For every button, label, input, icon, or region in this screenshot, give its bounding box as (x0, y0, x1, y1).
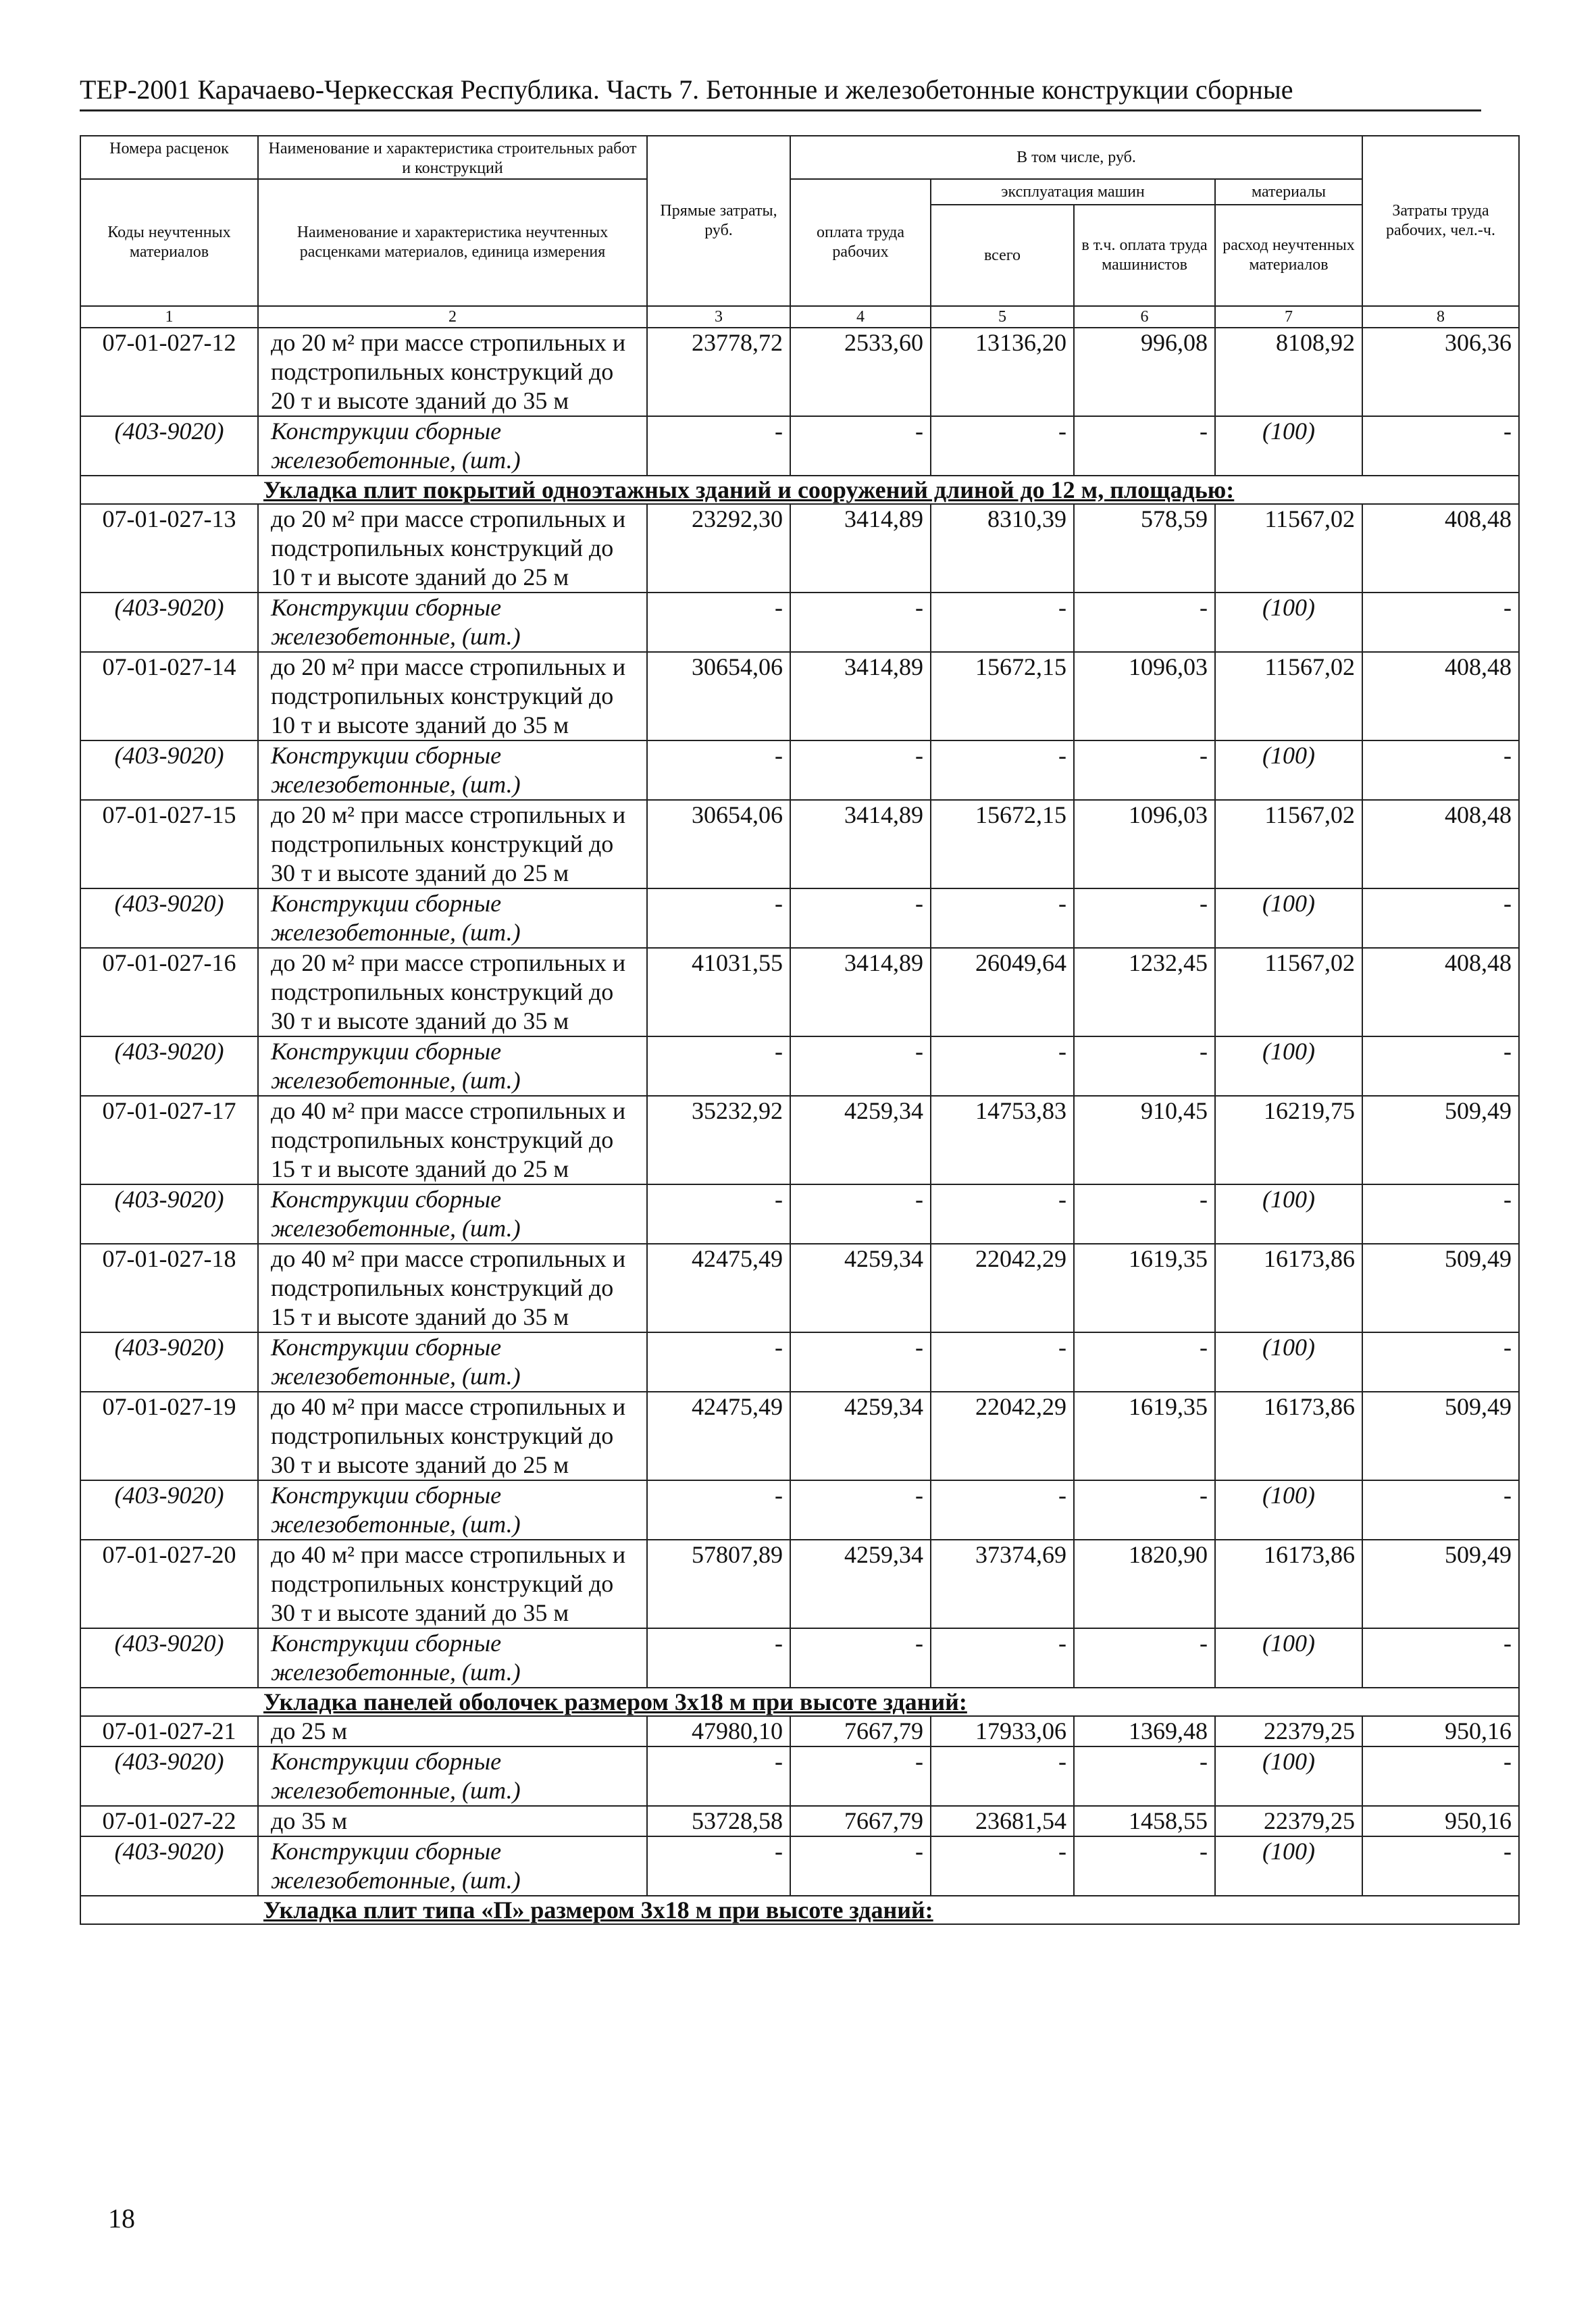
material-row (80, 416, 1519, 476)
table-row (80, 1716, 1519, 1746)
wages-value: 4259,34 (790, 1244, 931, 1332)
dash: - (647, 1746, 790, 1806)
materials-value: 11567,02 (1215, 652, 1362, 740)
header-col2-bottom: Наименование и характеристика неучтенных расценками материалов, единица измерения (258, 179, 647, 306)
machinists-wages-value: 1820,90 (1074, 1540, 1215, 1628)
dash: - (1074, 1184, 1215, 1244)
dash: - (931, 593, 1074, 652)
column-number: 4 (790, 306, 931, 328)
material-quantity: (100) (1215, 1036, 1362, 1096)
material-code: (403-9020) (80, 888, 258, 948)
material-quantity: (100) (1215, 416, 1362, 476)
table-row (80, 1540, 1519, 1628)
dash: - (1074, 740, 1215, 800)
dash: - (790, 1628, 931, 1688)
rate-description: до 40 м² при массе стропильных и подстропильных конструкций до 15 т и высоте зданий до 25 м (258, 1096, 647, 1184)
machines-total-value: 22042,29 (931, 1244, 1074, 1332)
material-code: (403-9020) (80, 1628, 258, 1688)
dash: - (1074, 1836, 1215, 1896)
material-code: (403-9020) (80, 593, 258, 652)
rate-description: до 25 м (258, 1716, 647, 1746)
labor-costs-value: 509,49 (1362, 1392, 1519, 1480)
section-row (80, 476, 1519, 504)
dash: - (1074, 1332, 1215, 1392)
material-description: Конструкции сборные железобетонные, (шт.) (258, 1746, 647, 1806)
labor-costs-value: 950,16 (1362, 1716, 1519, 1746)
material-description: Конструкции сборные железобетонные, (шт.) (258, 1036, 647, 1096)
header-col1-bottom: Коды неучтенных материалов (80, 179, 258, 306)
column-number: 5 (931, 306, 1074, 328)
dash: - (931, 1746, 1074, 1806)
header-col1-top: Номера расценок (80, 136, 258, 179)
dash: - (1074, 888, 1215, 948)
section-row (80, 1688, 1519, 1716)
dash: - (1362, 593, 1519, 652)
material-code: (403-9020) (80, 1184, 258, 1244)
material-code: (403-9020) (80, 1332, 258, 1392)
material-code: (403-9020) (80, 1036, 258, 1096)
rates-table (80, 135, 1520, 1925)
material-quantity: (100) (1215, 740, 1362, 800)
material-quantity: (100) (1215, 1480, 1362, 1540)
rate-description: до 35 м (258, 1806, 647, 1836)
dash: - (1074, 593, 1215, 652)
machines-total-value: 37374,69 (931, 1540, 1074, 1628)
machines-total-value: 15672,15 (931, 652, 1074, 740)
labor-costs-value: 408,48 (1362, 652, 1519, 740)
machinists-wages-value: 996,08 (1074, 328, 1215, 416)
column-number: 6 (1074, 306, 1215, 328)
direct-costs-value: 57807,89 (647, 1540, 790, 1628)
header-col2-top: Наименование и характеристика строительных работ и конструкций (258, 136, 647, 179)
dash: - (1074, 1628, 1215, 1688)
materials-value: 11567,02 (1215, 948, 1362, 1036)
rate-code: 07-01-027-22 (80, 1806, 258, 1836)
dash: - (647, 593, 790, 652)
table-row (80, 652, 1519, 740)
table-row (80, 1096, 1519, 1184)
machines-total-value: 17933,06 (931, 1716, 1074, 1746)
rate-description: до 20 м² при массе стропильных и подстропильных конструкций до 10 т и высоте зданий до 35 м (258, 652, 647, 740)
rate-description: до 40 м² при массе стропильных и подстропильных конструкций до 15 т и высоте зданий до 35 м (258, 1244, 647, 1332)
dash: - (931, 1184, 1074, 1244)
section-title: Укладка плит покрытий одноэтажных зданий и сооружений длиной до 12 м, площадью: (80, 476, 1519, 504)
machines-total-value: 8310,39 (931, 504, 1074, 593)
material-description: Конструкции сборные железобетонные, (шт.) (258, 1332, 647, 1392)
table-row (80, 948, 1519, 1036)
dash: - (1362, 1480, 1519, 1540)
material-code: (403-9020) (80, 1480, 258, 1540)
machinists-wages-value: 1619,35 (1074, 1392, 1215, 1480)
material-row (80, 1332, 1519, 1392)
dash: - (1362, 1746, 1519, 1806)
material-row (80, 1184, 1519, 1244)
material-description: Конструкции сборные железобетонные, (шт.) (258, 1836, 647, 1896)
table-body (80, 328, 1519, 1924)
dash: - (790, 888, 931, 948)
machines-total-value: 15672,15 (931, 800, 1074, 888)
labor-costs-value: 509,49 (1362, 1244, 1519, 1332)
dash: - (1362, 416, 1519, 476)
page-number: 18 (108, 2203, 135, 2234)
machinists-wages-value: 1096,03 (1074, 800, 1215, 888)
section-title: Укладка панелей оболочек размером 3х18 м при высоте зданий: (80, 1688, 1519, 1716)
dash: - (931, 416, 1074, 476)
dash: - (931, 1836, 1074, 1896)
rate-description: до 40 м² при массе стропильных и подстропильных конструкций до 30 т и высоте зданий до 35 м (258, 1540, 647, 1628)
material-row (80, 888, 1519, 948)
machinists-wages-value: 1096,03 (1074, 652, 1215, 740)
wages-value: 4259,34 (790, 1392, 931, 1480)
direct-costs-value: 53728,58 (647, 1806, 790, 1836)
header-materials-consumption: расход неучтенных материалов (1215, 205, 1362, 306)
header-materials: материалы (1215, 179, 1362, 205)
materials-value: 16173,86 (1215, 1244, 1362, 1332)
dash: - (790, 1332, 931, 1392)
rate-description: до 40 м² при массе стропильных и подстропильных конструкций до 30 т и высоте зданий до 25 м (258, 1392, 647, 1480)
dash: - (1362, 1332, 1519, 1392)
material-description: Конструкции сборные железобетонные, (шт.) (258, 593, 647, 652)
dash: - (1362, 740, 1519, 800)
table-row (80, 800, 1519, 888)
labor-costs-value: 950,16 (1362, 1806, 1519, 1836)
material-row (80, 1836, 1519, 1896)
rate-code: 07-01-027-15 (80, 800, 258, 888)
labor-costs-value: 408,48 (1362, 504, 1519, 593)
rate-description: до 20 м² при массе стропильных и подстропильных конструкций до 30 т и высоте зданий до 25 м (258, 800, 647, 888)
header-labor-costs: Затраты труда рабочих, чел.-ч. (1362, 136, 1519, 306)
material-quantity: (100) (1215, 1332, 1362, 1392)
machines-total-value: 13136,20 (931, 328, 1074, 416)
dash: - (647, 1480, 790, 1540)
material-row (80, 1036, 1519, 1096)
header-including: В том числе, руб. (790, 136, 1362, 179)
materials-value: 8108,92 (1215, 328, 1362, 416)
dash: - (790, 1036, 931, 1096)
dash: - (1362, 1628, 1519, 1688)
rate-description: до 20 м² при массе стропильных и подстропильных конструкций до 30 т и высоте зданий до 35 м (258, 948, 647, 1036)
rate-code: 07-01-027-19 (80, 1392, 258, 1480)
machines-total-value: 26049,64 (931, 948, 1074, 1036)
dash: - (931, 1480, 1074, 1540)
direct-costs-value: 23292,30 (647, 504, 790, 593)
material-code: (403-9020) (80, 1746, 258, 1806)
dash: - (790, 416, 931, 476)
material-row (80, 593, 1519, 652)
labor-costs-value: 408,48 (1362, 800, 1519, 888)
direct-costs-value: 42475,49 (647, 1244, 790, 1332)
wages-value: 3414,89 (790, 948, 931, 1036)
machines-total-value: 23681,54 (931, 1806, 1074, 1836)
rate-code: 07-01-027-13 (80, 504, 258, 593)
dash: - (790, 1184, 931, 1244)
dash: - (1074, 1746, 1215, 1806)
material-description: Конструкции сборные железобетонные, (шт.) (258, 1628, 647, 1688)
dash: - (1362, 1836, 1519, 1896)
rate-description: до 20 м² при массе стропильных и подстропильных конструкций до 10 т и высоте зданий до 25 м (258, 504, 647, 593)
column-number: 7 (1215, 306, 1362, 328)
material-quantity: (100) (1215, 593, 1362, 652)
header-machines-total: всего (931, 205, 1074, 306)
dash: - (647, 1836, 790, 1896)
materials-value: 16173,86 (1215, 1540, 1362, 1628)
wages-value: 7667,79 (790, 1716, 931, 1746)
material-row (80, 740, 1519, 800)
machines-total-value: 22042,29 (931, 1392, 1074, 1480)
section-row (80, 1896, 1519, 1924)
direct-costs-value: 30654,06 (647, 800, 790, 888)
material-code: (403-9020) (80, 1836, 258, 1896)
table-row (80, 1806, 1519, 1836)
dash: - (790, 593, 931, 652)
machines-total-value: 14753,83 (931, 1096, 1074, 1184)
column-number: 3 (647, 306, 790, 328)
material-quantity: (100) (1215, 888, 1362, 948)
wages-value: 3414,89 (790, 504, 931, 593)
material-description: Конструкции сборные железобетонные, (шт.) (258, 1480, 647, 1540)
material-description: Конструкции сборные железобетонные, (шт.) (258, 888, 647, 948)
materials-value: 22379,25 (1215, 1806, 1362, 1836)
machinists-wages-value: 1232,45 (1074, 948, 1215, 1036)
machinists-wages-value: 1619,35 (1074, 1244, 1215, 1332)
dash: - (931, 740, 1074, 800)
dash: - (931, 1036, 1074, 1096)
rate-description: до 20 м² при массе стропильных и подстропильных конструкций до 20 т и высоте зданий до 35 м (258, 328, 647, 416)
dash: - (647, 1036, 790, 1096)
rate-code: 07-01-027-16 (80, 948, 258, 1036)
table-row (80, 328, 1519, 416)
material-quantity: (100) (1215, 1628, 1362, 1688)
rate-code: 07-01-027-20 (80, 1540, 258, 1628)
direct-costs-value: 35232,92 (647, 1096, 790, 1184)
dash: - (1362, 1184, 1519, 1244)
dash: - (647, 740, 790, 800)
table-row (80, 1392, 1519, 1480)
material-quantity: (100) (1215, 1184, 1362, 1244)
dash: - (790, 1836, 931, 1896)
material-quantity: (100) (1215, 1746, 1362, 1806)
wages-value: 4259,34 (790, 1096, 931, 1184)
dash: - (1074, 1480, 1215, 1540)
table-row (80, 1244, 1519, 1332)
labor-costs-value: 509,49 (1362, 1096, 1519, 1184)
materials-value: 16173,86 (1215, 1392, 1362, 1480)
direct-costs-value: 41031,55 (647, 948, 790, 1036)
dash: - (931, 888, 1074, 948)
material-row (80, 1746, 1519, 1806)
rate-code: 07-01-027-14 (80, 652, 258, 740)
section-title: Укладка плит типа «П» размером 3х18 м при высоте зданий: (80, 1896, 1519, 1924)
dash: - (790, 1746, 931, 1806)
materials-value: 16219,75 (1215, 1096, 1362, 1184)
header-machinists-wages: в т.ч. оплата труда машинистов (1074, 205, 1215, 306)
labor-costs-value: 306,36 (1362, 328, 1519, 416)
column-number: 8 (1362, 306, 1519, 328)
wages-value: 3414,89 (790, 652, 931, 740)
materials-value: 11567,02 (1215, 800, 1362, 888)
material-description: Конструкции сборные железобетонные, (шт.) (258, 1184, 647, 1244)
column-number: 1 (80, 306, 258, 328)
direct-costs-value: 23778,72 (647, 328, 790, 416)
dash: - (1074, 416, 1215, 476)
material-row (80, 1480, 1519, 1540)
dash: - (790, 1480, 931, 1540)
table-row (80, 504, 1519, 593)
dash: - (647, 1628, 790, 1688)
material-description: Конструкции сборные железобетонные, (шт.) (258, 740, 647, 800)
direct-costs-value: 42475,49 (647, 1392, 790, 1480)
rate-code: 07-01-027-17 (80, 1096, 258, 1184)
dash: - (1362, 888, 1519, 948)
rate-code: 07-01-027-18 (80, 1244, 258, 1332)
wages-value: 7667,79 (790, 1806, 931, 1836)
dash: - (931, 1332, 1074, 1392)
dash: - (790, 740, 931, 800)
machinists-wages-value: 1458,55 (1074, 1806, 1215, 1836)
header-direct-costs: Прямые затраты, руб. (647, 136, 790, 306)
header-wages: оплата труда рабочих (790, 179, 931, 306)
page-header: ТЕР-2001 Карачаево-Черкесская Республика. Часть 7. Бетонные и железобетонные конструкции сборные (80, 73, 1481, 111)
dash: - (647, 1332, 790, 1392)
labor-costs-value: 509,49 (1362, 1540, 1519, 1628)
rate-code: 07-01-027-21 (80, 1716, 258, 1746)
materials-value: 11567,02 (1215, 504, 1362, 593)
dash: - (647, 416, 790, 476)
dash: - (647, 1184, 790, 1244)
dash: - (647, 888, 790, 948)
material-row (80, 1628, 1519, 1688)
material-code: (403-9020) (80, 416, 258, 476)
column-number: 2 (258, 306, 647, 328)
machinists-wages-value: 910,45 (1074, 1096, 1215, 1184)
rate-code: 07-01-027-12 (80, 328, 258, 416)
direct-costs-value: 47980,10 (647, 1716, 790, 1746)
dash: - (931, 1628, 1074, 1688)
machinists-wages-value: 578,59 (1074, 504, 1215, 593)
material-code: (403-9020) (80, 740, 258, 800)
header-machines: эксплуатация машин (931, 179, 1215, 205)
wages-value: 2533,60 (790, 328, 931, 416)
wages-value: 3414,89 (790, 800, 931, 888)
wages-value: 4259,34 (790, 1540, 931, 1628)
dash: - (1362, 1036, 1519, 1096)
labor-costs-value: 408,48 (1362, 948, 1519, 1036)
material-quantity: (100) (1215, 1836, 1362, 1896)
material-description: Конструкции сборные железобетонные, (шт.) (258, 416, 647, 476)
materials-value: 22379,25 (1215, 1716, 1362, 1746)
direct-costs-value: 30654,06 (647, 652, 790, 740)
dash: - (1074, 1036, 1215, 1096)
machinists-wages-value: 1369,48 (1074, 1716, 1215, 1746)
